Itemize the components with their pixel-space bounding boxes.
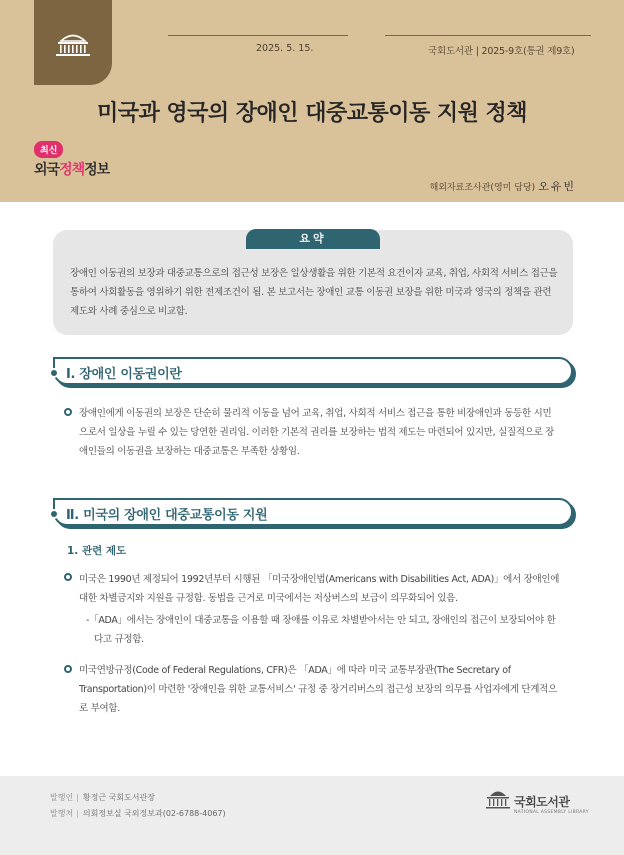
library-logo-icon bbox=[484, 786, 512, 812]
section2-dash-item: -「ADA」에서는 장애인이 대중교통을 이용할 때 장애를 이유로 차별받아서는 안 되고, 장애인의 접근이 보장되어야 한다고 규정함. bbox=[86, 615, 556, 645]
subsection-title: 1. 관련 제도 bbox=[67, 545, 127, 557]
summary-tab: 요약 bbox=[246, 229, 380, 249]
header-band bbox=[0, 0, 624, 202]
library-logo-name: 국회도서관 bbox=[514, 795, 570, 809]
issue-number: 국회도서관 | 2025-9호(통권 제9호) bbox=[428, 46, 575, 57]
section-title-2: Ⅱ. 미국의 장애인 대중교통이동 지원 bbox=[66, 508, 268, 523]
section2-paragraph-1: 미국은 1990년 제정되어 1992년부터 시행된 「미국장애인법(Americans with Disabilities Act, ADA)」에서 장애인에 대한 차별금지와 지원을 규정함. 동법을 근거로 미국에서는 저상버스의 보급이 의무화되어 있음. bbox=[79, 574, 560, 604]
series-name-part3: 정보 bbox=[84, 162, 110, 178]
assembly-logo-box bbox=[34, 0, 112, 85]
section-heading-1 bbox=[53, 357, 573, 385]
author-dept: 해외자료조사관(영미 담당) bbox=[429, 183, 536, 193]
footer-publisher: 발행인 | 황정근 국회도서관장 bbox=[50, 793, 155, 802]
author bbox=[430, 178, 576, 194]
section1-paragraph: 장애인에게 이동권의 보장은 단순히 물리적 이동을 넘어 교육, 취업, 사회적 서비스 접근을 통한 비장애인과 동등한 시민으로서 일상을 누릴 수 있는 당연한 권리임. 이러한 기본적 권리를 보장하는 법적 제도는 마련되어 있지만, 실질적으로 장애인들의 이동권을 보장하는 대중교통은 부족한 상황임. bbox=[79, 408, 555, 457]
series-badge bbox=[34, 138, 109, 179]
series-name-part1: 외국 bbox=[34, 162, 60, 178]
section2-paragraph-2: 미국연방규정(Code of Federal Regulations, CFR)은 「ADA」에 따라 미국 교통부장관(The Secretary of Transportation)이 마련한 '장애인을 위한 교통서비스' 규정 중 장거리버스의 접근성 보장의 의무를 사업자에게 단계적으로 부여함. bbox=[79, 665, 557, 714]
national-assembly-icon bbox=[53, 30, 93, 58]
bullet-circle-icon bbox=[64, 665, 72, 673]
latest-badge: 최신 bbox=[34, 141, 63, 158]
section-heading-2 bbox=[53, 498, 573, 526]
bullet-circle-icon bbox=[64, 408, 72, 416]
section-title-1: Ⅰ. 장애인 이동권이란 bbox=[66, 367, 182, 382]
author-name: 오유빈 bbox=[538, 180, 576, 193]
header-rule-left bbox=[168, 35, 348, 36]
office-label: 발행처 bbox=[50, 809, 74, 818]
header-rule-right bbox=[385, 35, 591, 36]
issue-date: 2025. 5. 15. bbox=[256, 43, 314, 54]
publisher-label: 발행인 bbox=[50, 793, 74, 802]
section-dot-icon bbox=[49, 509, 59, 519]
office-name: 의회정보실 국외정보과(02-6788-4067) bbox=[82, 809, 226, 818]
summary-text: 장애인 이동권의 보장과 대중교통으로의 접근성 보장은 일상생활을 위한 기본적 요건이자 교육, 취업, 사회적 서비스 접근을 통하여 사회활동을 영위하기 위한 전제조건이 됨. 본 보고서는 장애인 교통 이동권 보장을 위한 미국과 영국의 정책을 관련 제도와 사례 중심으로 비교함. bbox=[70, 268, 558, 317]
section-dot-icon bbox=[49, 368, 59, 378]
series-name-part2: 정책 bbox=[59, 162, 85, 178]
library-logo-subtitle: NATIONAL ASSEMBLY LIBRARY bbox=[514, 810, 589, 815]
footer-office: 발행처 | 의회정보실 국외정보과(02-6788-4067) bbox=[50, 809, 226, 818]
bullet-circle-icon bbox=[64, 573, 72, 581]
series-name bbox=[34, 159, 109, 179]
page-title: 미국과 영국의 장애인 대중교통이동 지원 정책 bbox=[96, 101, 528, 126]
publisher-name: 황정근 국회도서관장 bbox=[82, 793, 155, 802]
